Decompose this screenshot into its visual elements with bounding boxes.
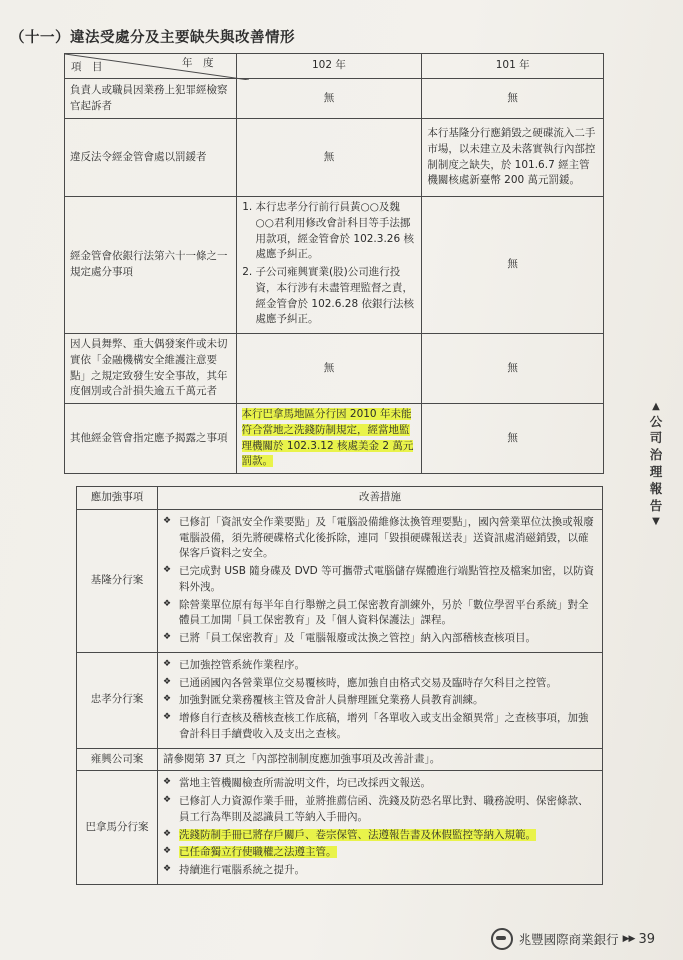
triangle-down-icon: ▼ bbox=[652, 515, 660, 527]
side-tab-char: 理 bbox=[649, 464, 663, 480]
cell-102: 無 bbox=[236, 79, 422, 119]
cell-102-list bbox=[236, 197, 422, 334]
highlighted-text: 洗錢防制手冊已將存戶關戶、卷宗保管、法遵報告書及休假監控等納入規範。 bbox=[179, 828, 536, 841]
row-item: 其他經金管會指定應予揭露之事項 bbox=[65, 404, 237, 474]
table-row bbox=[65, 119, 604, 197]
cell-101: 無 bbox=[422, 197, 604, 334]
row-item: 經金管會依銀行法第六十一條之一規定處分事項 bbox=[65, 197, 237, 334]
measures-cell bbox=[158, 509, 603, 652]
page-footer bbox=[491, 928, 655, 950]
page-number: 39 bbox=[638, 931, 655, 947]
table-row bbox=[77, 748, 603, 771]
triangle-up-icon: ▲ bbox=[652, 401, 660, 412]
list-item: ❖ 已加強控管系統作業程序。 bbox=[163, 658, 597, 674]
table-row bbox=[65, 197, 604, 334]
cell-102: 無 bbox=[236, 334, 422, 404]
year-header-label: 年 度 bbox=[182, 57, 214, 69]
cell-102: 無 bbox=[236, 119, 422, 197]
table-row bbox=[77, 509, 603, 652]
col-header-102: 102 年 bbox=[236, 54, 422, 79]
list-item: ❖ 已將「員工保密教育」及「電腦報廢或汰換之管控」納入內部稽核查核項目。 bbox=[163, 631, 597, 647]
row-category: 忠孝分行案 bbox=[77, 652, 158, 748]
table-row bbox=[77, 771, 603, 885]
section-title: （十一）違法受處分及主要缺失與改善情形 bbox=[10, 30, 295, 46]
table-header-row bbox=[77, 487, 603, 510]
diagonal-header-cell bbox=[65, 54, 237, 79]
row-category: 巴拿馬分行案 bbox=[77, 771, 158, 885]
measures-cell bbox=[158, 652, 603, 748]
list-item: ❖ 已通函國內各營業單位交易覆核時，應加強自由格式交易及臨時存欠科目之控管。 bbox=[163, 676, 597, 692]
list-item: ❖ 已完成對 USB 隨身碟及 DVD 等可攜帶式電腦儲存媒體進行端點管控及檔案加密，以防資料外洩。 bbox=[163, 564, 597, 596]
list-item bbox=[163, 845, 597, 861]
list-item: 1. 本行忠孝分行前行員黃○○及魏○○君利用修改會計科目等手法挪用款項，經金管會於 102.3.26 核處應予糾正。 bbox=[256, 200, 417, 263]
cell-101: 無 bbox=[422, 79, 604, 119]
highlighted-text: 已任命獨立行使職權之法遵主管。 bbox=[179, 846, 337, 859]
bank-name: 兆豐國際商業銀行 bbox=[518, 932, 619, 947]
row-category: 雍興公司案 bbox=[77, 748, 158, 771]
col-header-measures: 改善措施 bbox=[158, 487, 603, 510]
table-row bbox=[65, 334, 604, 404]
side-tab-char: 公 bbox=[649, 413, 663, 429]
violations-table bbox=[64, 53, 604, 474]
highlighted-text: 本行巴拿馬地區分行因 2010 年未能符合當地之洗錢防制規定，經當地監理機關於 102.3.12 核處美金 2 萬元罰款。 bbox=[241, 408, 414, 468]
side-tab-char: 治 bbox=[649, 447, 663, 463]
improvement-table bbox=[76, 486, 603, 885]
section-side-tab bbox=[646, 400, 666, 528]
double-arrow-icon: ▶▶ bbox=[622, 934, 635, 944]
item-header-label: 項 目 bbox=[71, 61, 103, 74]
side-tab-char: 報 bbox=[649, 481, 663, 496]
bank-logo-icon bbox=[491, 928, 513, 950]
list-item: ❖ 除營業單位原有每半年自行舉辦之員工保密教育訓練外，另於「數位學習平台系統」對全體員工加開「員工保密教育」及「個人資料保護法」課程。 bbox=[163, 598, 597, 630]
list-item: ❖ 加強對匯兌業務覆核主管及會計人員辦理匯兌業務人員教育訓練。 bbox=[163, 693, 597, 709]
side-tab-char: 司 bbox=[649, 430, 663, 446]
col-header-issue: 應加強事項 bbox=[77, 487, 158, 510]
cell-101: 無 bbox=[422, 404, 604, 474]
table-row bbox=[65, 79, 604, 119]
row-item: 違反法令經金管會處以罰鍰者 bbox=[65, 119, 237, 197]
measures-cell: 請參閱第 37 頁之「內部控制制度應加強事項及改善計畫」。 bbox=[158, 748, 603, 771]
cell-102 bbox=[236, 404, 422, 474]
list-item: ❖ 當地主管機關檢查所需說明文件，均已改採西文報送。 bbox=[163, 776, 597, 792]
list-item: ❖ 持續進行電腦系統之提升。 bbox=[163, 863, 597, 879]
list-item bbox=[163, 828, 597, 844]
side-tab-char: 告 bbox=[649, 497, 663, 513]
list-item: 2. 子公司雍興實業(股)公司進行投資，本行涉有未盡管理監督之責，經金管會於 102.6.28 依銀行法核處應予糾正。 bbox=[256, 265, 417, 328]
list-item: ❖ 已修訂「資訊安全作業要點」及「電腦設備維修汰換管理要點」，國內營業單位汰換或報廢電腦設備，須先將硬碟格式化後拆除，連同「毀損硬碟報送表」送資訊處消磁銷毀，以確保客戶資料之安全。 bbox=[163, 515, 597, 562]
cell-101: 無 bbox=[422, 334, 604, 404]
table-header-row bbox=[65, 54, 604, 79]
row-category: 基隆分行案 bbox=[77, 509, 158, 652]
col-header-101: 101 年 bbox=[422, 54, 604, 79]
list-item: ❖ 已修訂人力資源作業手冊，並將推薦信函、洗錢及防恐名單比對、職務說明、保密條款、員工行為準則及認識員工等納入手冊內。 bbox=[163, 794, 597, 826]
row-item: 負責人或職員因業務上犯罪經檢察官起訴者 bbox=[65, 79, 237, 119]
cell-101: 本行基隆分行應銷毀之硬碟流入二手市場，以未建立及未落實執行內部控制制度之缺失，於 101.6.7 經主管機關核處新臺幣 200 萬元罰鍰。 bbox=[422, 119, 604, 197]
table-row bbox=[77, 652, 603, 748]
row-item: 因人員舞弊、重大偶發案件或未切實依「金融機構安全維護注意要點」之規定致發生安全事故，其年度個別或合計損失逾五千萬元者 bbox=[65, 334, 237, 404]
list-item: ❖ 增修自行查核及稽核查核工作底稿，增列「各單收入或支出金額異常」之查核事項，加強會計科目手續費收入及支出之查核。 bbox=[163, 711, 597, 743]
table-row bbox=[65, 404, 604, 474]
measures-cell bbox=[158, 771, 603, 885]
